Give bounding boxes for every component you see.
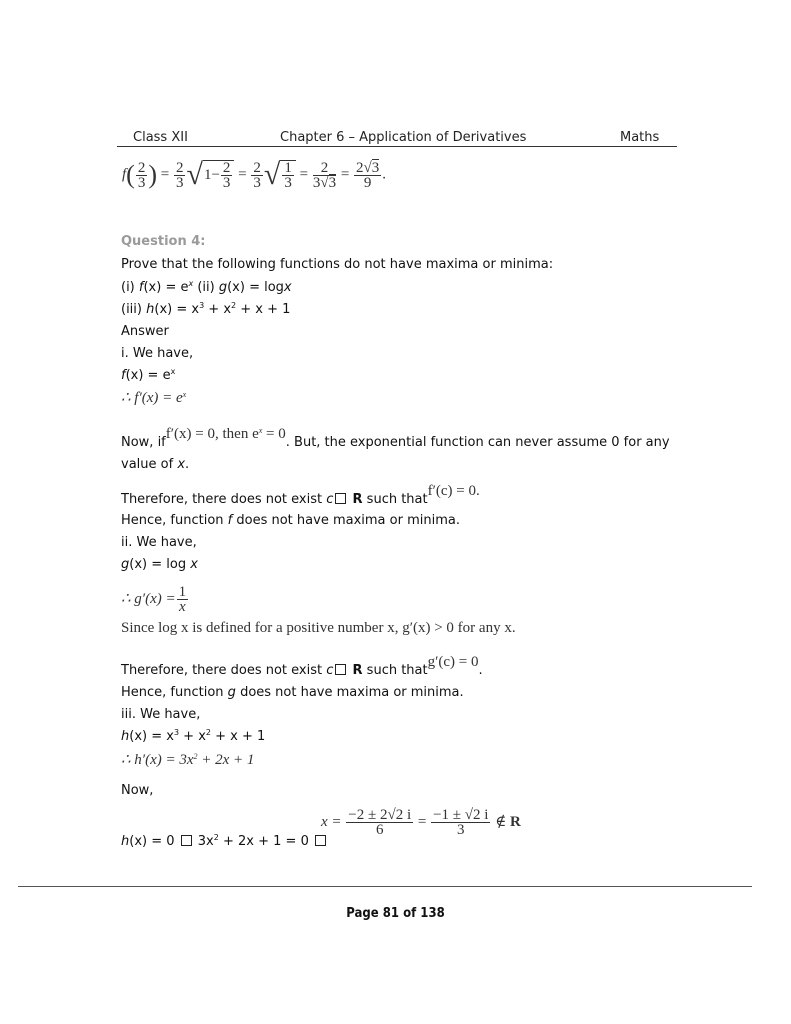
part-iii-equation xyxy=(121,834,328,850)
part-ii-heading: ii. We have, xyxy=(121,535,197,550)
eq-f: f xyxy=(122,166,127,183)
func-body: + x xyxy=(179,729,206,744)
deriv-body: ∴ h′(x) = 3x xyxy=(121,752,194,768)
part-i-derivative xyxy=(121,390,186,406)
exponent: x xyxy=(182,390,187,399)
question-part-iii xyxy=(121,302,290,318)
frac-den: 3 xyxy=(457,822,465,838)
func-body: + x + 1 xyxy=(210,729,266,744)
text: such that xyxy=(362,663,428,678)
frac-t3 xyxy=(313,161,336,190)
frac-t2 xyxy=(251,161,263,190)
part-i-therefore xyxy=(121,483,480,508)
part-i-function xyxy=(121,368,175,384)
den-rad: 3 xyxy=(328,174,337,191)
func-name: h xyxy=(121,729,130,744)
frac-num: 2 xyxy=(253,159,261,176)
text: Hence, function xyxy=(121,513,228,528)
now-math xyxy=(166,426,286,442)
part-ii-hence xyxy=(121,685,464,701)
frac-num: −2 ± 2√2 i xyxy=(348,807,412,823)
text: does not have maxima or minima. xyxy=(235,685,464,700)
eq-sign: = xyxy=(238,166,247,183)
frac-arg xyxy=(136,161,148,190)
now-suffix: . But, the exponential function can never assume 0 for any xyxy=(285,435,670,450)
part-ii-therefore xyxy=(121,654,483,679)
frac-num: 2√3 xyxy=(356,159,380,176)
text: Hence, function xyxy=(121,685,228,700)
var: c xyxy=(326,492,334,507)
math-inline: f′(c) = 0. xyxy=(427,483,480,499)
part-iii-function xyxy=(121,729,265,745)
func-body: (x) = x xyxy=(154,302,200,317)
answer-label: Answer xyxy=(121,324,169,339)
text: value of xyxy=(121,457,178,472)
part-label: (ii) xyxy=(193,280,219,295)
text: 3x xyxy=(193,834,214,849)
frac-num: 2 xyxy=(313,161,336,176)
frac-num: 1 xyxy=(284,160,292,176)
den-pre: 3 xyxy=(312,174,321,191)
exponent: 2 xyxy=(231,301,237,310)
frac-t1 xyxy=(174,161,186,190)
frac xyxy=(431,808,490,837)
eq-end: . xyxy=(382,166,387,183)
part-ii-since: Since log x is defined for a positive number x, g′(x) > 0 for any x. xyxy=(121,620,516,636)
frac-num: 2 xyxy=(137,159,146,176)
exponent: 3 xyxy=(173,728,180,737)
footer-rule xyxy=(18,886,752,887)
text: Therefore, there does not exist xyxy=(121,492,327,507)
frac-num: 1 xyxy=(178,584,187,600)
frac-den: 6 xyxy=(375,822,384,838)
func-name: h xyxy=(121,834,130,849)
var: g xyxy=(227,685,236,700)
header-subject: Maths xyxy=(620,130,660,145)
frac-den: 3 xyxy=(222,175,231,191)
math-body: f′(x) = 0, then e xyxy=(165,426,259,442)
text: . xyxy=(478,663,483,678)
var: f xyxy=(227,513,233,528)
func-body: (x) = e xyxy=(143,280,189,295)
text: such that xyxy=(362,492,428,507)
question-parts-i-ii xyxy=(121,280,292,296)
text: (x) = 0 xyxy=(129,834,179,849)
exponent: 2 xyxy=(213,833,219,842)
text: . xyxy=(185,457,190,472)
header-rule xyxy=(117,146,677,147)
part-iii-now: Now, xyxy=(121,783,154,798)
func-body: + x + 1 xyxy=(236,302,291,317)
func-name: g xyxy=(218,280,228,295)
func-name: f xyxy=(121,368,126,383)
exponent: x xyxy=(258,426,263,435)
exponent: x xyxy=(170,367,176,376)
frac xyxy=(346,808,413,837)
now-prefix: Now, if xyxy=(121,435,166,450)
func-body: (x) = log xyxy=(129,557,191,572)
frac-den: 3√3 xyxy=(312,174,337,191)
deriv-body: ∴ f′(x) = e xyxy=(121,390,183,406)
func-name: g xyxy=(121,557,130,572)
header-chapter: Chapter 6 – Application of Derivatives xyxy=(280,130,527,145)
frac-t4 xyxy=(354,161,381,190)
radicand-t1 xyxy=(203,160,234,190)
func-body: (x) = x xyxy=(129,729,174,744)
frac-num: 2 xyxy=(222,160,231,176)
var: c xyxy=(326,663,334,678)
header-class: Class XII xyxy=(133,130,188,145)
frac-den: 3 xyxy=(137,174,146,191)
deriv-body: ∴ g′(x) = xyxy=(121,590,176,607)
func-body: (x) = e xyxy=(125,368,171,383)
text: does not have maxima or minima. xyxy=(232,513,460,528)
eq-sign: = xyxy=(160,166,170,183)
math-inline: g′(c) = 0 xyxy=(427,654,479,670)
part-i-now xyxy=(121,426,670,451)
var: x xyxy=(190,557,198,572)
real-set: R xyxy=(510,813,521,830)
part-label: (iii) xyxy=(121,302,147,317)
frac-den: x xyxy=(179,599,186,615)
eq-sign: = xyxy=(417,813,427,830)
part-i-heading: i. We have, xyxy=(121,346,194,361)
sol-x: x = xyxy=(321,813,342,830)
rad-pre: 1− xyxy=(203,166,220,183)
part-i-value-of-x xyxy=(121,457,189,473)
frac-num: −1 ± √2 i xyxy=(433,807,489,823)
func-name: f xyxy=(138,280,144,295)
num-rad: 3 xyxy=(371,159,380,176)
question-prompt: Prove that the following functions do not have maxima or minima: xyxy=(121,257,554,272)
eq-sign: = xyxy=(299,166,309,183)
deriv-tail: + 2x + 1 xyxy=(197,752,255,768)
func-body: + x xyxy=(204,302,232,317)
real-set: R xyxy=(352,492,363,507)
frac xyxy=(177,585,189,614)
part-iii-solution xyxy=(321,808,521,837)
exponent: 3 xyxy=(199,301,205,310)
text: + 2x + 1 = 0 xyxy=(218,834,313,849)
missing-glyph-box xyxy=(181,835,192,846)
part-iii-heading: iii. We have, xyxy=(121,707,201,722)
frac-den: 9 xyxy=(363,174,372,191)
top-equation: f( $\frac{2}{3}$ ) = $\frac{2}{3}$ √1− $\frac{2}{3}$ = $\frac{2}{3}$ √ $\frac{1}{3}$ = $\frac{2}{3√3}$ = $\frac{2√3}{9}$ . xyxy=(122,158,387,191)
exponent: x xyxy=(188,279,194,288)
part-ii-function xyxy=(121,557,198,573)
math-tail: = 0 xyxy=(262,426,286,442)
var: x xyxy=(177,457,186,472)
real-set: R xyxy=(352,663,363,678)
exponent: 2 xyxy=(205,728,211,737)
frac-den: 3 xyxy=(284,175,292,191)
exponent: 2 xyxy=(193,752,198,761)
part-i-hence xyxy=(121,513,460,529)
func-body: (x) = log xyxy=(227,280,284,295)
missing-glyph-box xyxy=(335,493,346,504)
question-heading: Question 4: xyxy=(121,234,206,249)
eq-sign: = xyxy=(340,166,350,183)
part-label: (i) xyxy=(121,280,139,295)
part-ii-derivative xyxy=(121,585,189,614)
frac-den: 3 xyxy=(175,174,184,191)
not-in-symbol: ∉ xyxy=(495,813,507,830)
frac-num: 2 xyxy=(175,159,184,176)
var: x xyxy=(283,280,292,295)
missing-glyph-box xyxy=(335,664,346,675)
num-pre: 2 xyxy=(356,159,364,176)
part-iii-derivative xyxy=(121,752,254,768)
frac-den: 3 xyxy=(253,174,261,191)
text: Therefore, there does not exist xyxy=(121,663,327,678)
page-number: Page 81 of 138 xyxy=(346,906,445,921)
func-name: h xyxy=(146,302,155,317)
